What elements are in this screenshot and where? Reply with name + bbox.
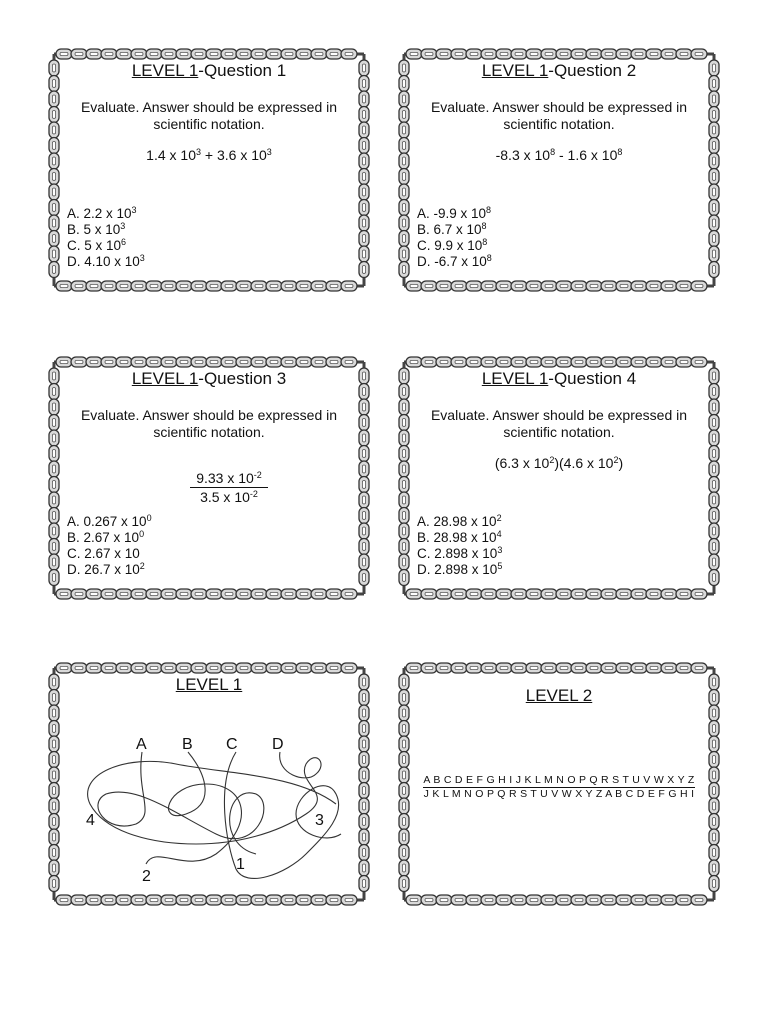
exponent: 0 <box>146 513 152 523</box>
card-title: LEVEL 1 <box>175 675 243 694</box>
tangle-label-3: 3 <box>315 812 324 829</box>
choice-c[interactable]: C. 9.9 x $10^8$ <box>417 237 488 253</box>
choice-b[interactable]: B. 5 x $10^3$ <box>67 221 126 237</box>
exponent: 8 <box>486 205 492 215</box>
exponent: 3 <box>131 205 137 215</box>
exponent: 3 <box>120 221 126 231</box>
answer-choices <box>417 514 502 578</box>
cipher-key <box>416 774 702 800</box>
tangle-line <box>88 752 336 844</box>
tangle-label-a: A <box>136 736 147 753</box>
fraction-denominator: 3.5 x $10^{-2}$ <box>200 489 258 505</box>
exponent: 3 <box>196 147 202 157</box>
card-title: LEVEL 1-Question 2 <box>481 61 637 80</box>
exponent: 3 <box>266 147 272 157</box>
choice-c[interactable]: C. 5 x $10^6$ <box>67 237 127 253</box>
card-title: LEVEL 1-Question 4 <box>481 369 637 388</box>
exponent: 8 <box>486 253 492 263</box>
question-card-2 <box>396 46 722 294</box>
expression: -8.3 x $10^8 - 1.6$ x $10^8$ <box>495 147 623 163</box>
choice-a[interactable]: A. 28.98 x $10^2$ <box>417 513 502 529</box>
tangle-label-c: C <box>226 736 238 753</box>
question-card-1 <box>46 46 372 294</box>
exponent: 3 <box>139 253 145 263</box>
expression: (6.3 x $10^2)(4.6$ x $10^2$) <box>494 455 624 471</box>
exponent: -2 <box>253 470 262 480</box>
instruction-text: Evaluate. Answer should be expressed in scientific notation. <box>80 99 338 132</box>
question-card-4 <box>396 354 722 602</box>
expression: 1.4 x $10^3 + 3.6$ x $10^3$ <box>146 147 272 163</box>
instruction-text: Evaluate. Answer should be expressed in scientific notation. <box>80 407 338 440</box>
choice-c[interactable]: C. 2.898 x $10^3$ <box>417 545 503 561</box>
answer-choices <box>67 206 145 270</box>
card-title: LEVEL 1-Question 3 <box>131 369 287 388</box>
card-title: LEVEL 2 <box>525 686 593 705</box>
tangle-line <box>98 752 264 854</box>
card-title: LEVEL 1-Question 1 <box>131 61 287 80</box>
fraction-expression <box>66 470 352 505</box>
choice-d[interactable]: D. 26.7 x $10^2$ <box>67 561 145 577</box>
exponent: 2 <box>496 513 502 523</box>
exponent: 8 <box>482 237 488 247</box>
exponent: 2 <box>139 561 145 571</box>
exponent: 8 <box>617 147 623 157</box>
exponent: 8 <box>550 147 556 157</box>
tangle-label-d: D <box>272 736 284 753</box>
cipher-card <box>396 660 722 908</box>
choice-d[interactable]: D. 2.898 x $10^5$ <box>417 561 503 577</box>
choice-b[interactable]: B. 28.98 x $10^4$ <box>417 529 502 545</box>
tangle-label-4: 4 <box>86 812 95 829</box>
answer-choices <box>67 514 152 578</box>
exponent: 6 <box>121 237 127 247</box>
question-card-3 <box>46 354 372 602</box>
cipher-top-row: A B C D E F G H I J K L M N O P Q R S T U V W X Y Z <box>423 774 695 786</box>
tangle-label-b: B <box>182 736 193 753</box>
choice-a[interactable]: A. -9.9 x $10^8$ <box>417 205 492 221</box>
choice-b[interactable]: B. 2.67 x $10^0$ <box>67 529 145 545</box>
choice-d[interactable]: D. -6.7 x $10^8$ <box>417 253 492 269</box>
exponent: 3 <box>497 545 503 555</box>
exponent: 4 <box>496 529 502 539</box>
tangle-label-2: 2 <box>142 868 151 885</box>
exponent: 2 <box>613 455 619 465</box>
exponent: -2 <box>249 489 258 499</box>
tangled-lines-diagram <box>66 694 352 894</box>
cipher-bottom-row: J K L M N O P Q R S T U V W X Y Z A B C D E F G H I <box>423 788 695 800</box>
exponent: 0 <box>139 529 145 539</box>
choice-b[interactable]: B. 6.7 x $10^8$ <box>417 221 487 237</box>
tangle-puzzle-card <box>46 660 372 908</box>
exponent: 8 <box>481 221 487 231</box>
choice-c[interactable]: C. 2.67 x 10 <box>67 546 140 561</box>
instruction-text: Evaluate. Answer should be expressed in scientific notation. <box>430 99 688 132</box>
fraction-numerator: 9.33 x $10^{-2}$ <box>190 470 268 488</box>
tangle-label-1: 1 <box>236 856 245 873</box>
answer-choices <box>417 206 492 270</box>
choice-a[interactable]: A. 0.267 x $10^0$ <box>67 513 152 529</box>
tangle-line <box>146 752 241 864</box>
choice-a[interactable]: A. 2.2 x $10^3$ <box>67 205 137 221</box>
instruction-text: Evaluate. Answer should be expressed in scientific notation. <box>430 407 688 440</box>
choice-d[interactable]: D. 4.10 x $10^3$ <box>67 253 145 269</box>
exponent: 5 <box>497 561 503 571</box>
exponent: 2 <box>549 455 555 465</box>
